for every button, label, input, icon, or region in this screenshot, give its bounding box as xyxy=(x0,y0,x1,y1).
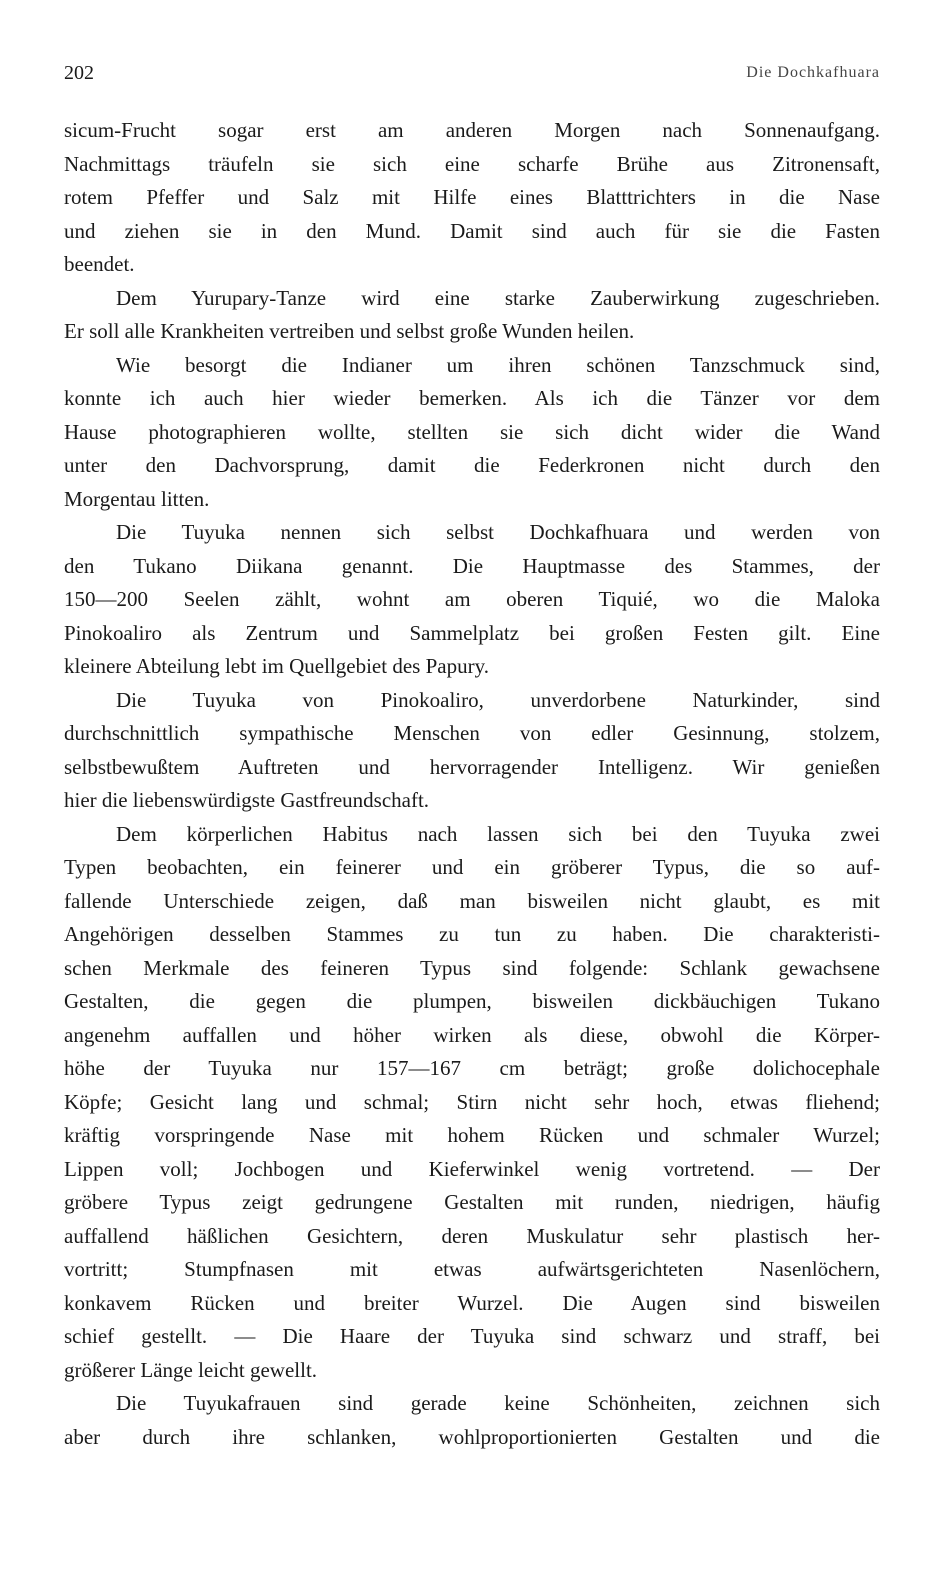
paragraph xyxy=(64,1387,880,1454)
text-line: Die Tuyuka nennen sich selbst Dochkafhuara und werden von xyxy=(116,520,880,544)
paragraph xyxy=(64,684,880,818)
text-line: gröbere Typus zeigt gedrungene Gestalten mit runden, niedrigen, häufig xyxy=(64,1190,880,1214)
text-line: Wie besorgt die Indianer um ihren schönen Tanzschmuck sind, xyxy=(116,352,880,377)
text-line: schief gestellt. — Die Haare der Tuyuka sind schwarz und straff, bei xyxy=(64,1324,880,1348)
text-line: aber durch ihre schlanken, wohlproportionierten Gestalten und die xyxy=(64,1424,880,1449)
text-line: selbstbewußtem Auftreten und hervorragender Intelligenz. Wir genießen xyxy=(64,754,880,779)
text-line: angenehm auffallen und höher wirken als diese, obwohl die Körper- xyxy=(64,1022,880,1047)
text-line: Pinokoaliro als Zentrum und Sammelplatz bei großen Festen gilt. Eine xyxy=(64,620,880,645)
text-line: und ziehen sie in den Mund. Damit sind auch für sie die Fasten xyxy=(64,218,880,243)
text-line: Er soll alle Krankheiten vertreiben und selbst große Wunden heilen. xyxy=(64,319,635,343)
page-header xyxy=(64,62,880,92)
text-line: Die Tuyuka von Pinokoaliro, unverdorbene Naturkinder, sind xyxy=(116,687,880,712)
text-line: Dem körperlichen Habitus nach lassen sich bei den Tuyuka zwei xyxy=(116,821,880,846)
text-line: Nachmittags träufeln sie sich eine scharfe Brühe aus Zitronensaft, xyxy=(64,151,880,176)
text-line: auffallend häßlichen Gesichtern, deren Muskulatur sehr plastisch her- xyxy=(64,1223,880,1248)
text-line: vortritt; Stumpfnasen mit etwas aufwärtsgerichteten Nasenlöchern, xyxy=(64,1257,880,1281)
text-line: Morgentau litten. xyxy=(64,486,210,511)
text-line: Die Tuyukafrauen sind gerade keine Schönheiten, zeichnen sich xyxy=(116,1391,880,1415)
text-line: rotem Pfeffer und Salz mit Hilfe eines Blatttrichters in die Nase xyxy=(64,185,880,209)
text-line: Dem Yurupary-Tanze wird eine starke Zauberwirkung zugeschrieben. xyxy=(116,285,880,310)
text-line: größerer Länge leicht gewellt. xyxy=(64,1357,318,1382)
text-line: sicum-Frucht sogar erst am anderen Morgen nach Sonnenaufgang. xyxy=(64,118,880,142)
paragraph xyxy=(64,349,880,517)
text-line: Lippen voll; Jochbogen und Kieferwinkel wenig vortretend. — Der xyxy=(64,1156,880,1181)
text-line: Typen beobachten, ein feinerer und ein gröberer Typus, die so auf- xyxy=(64,855,880,879)
text-line: höhe der Tuyuka nur 157—167 cm beträgt; große dolichocephale xyxy=(64,1056,880,1080)
paragraph xyxy=(64,282,880,349)
text-line: hier die liebenswürdigste Gastfreundschaft. xyxy=(64,788,430,812)
text-line: kräftig vorspringende Nase mit hohem Rücken und schmaler Wurzel; xyxy=(64,1123,880,1147)
text-line: beendet. xyxy=(64,252,135,276)
paragraph xyxy=(64,516,880,684)
text-line: Gestalten, die gegen die plumpen, bisweilen dickbäuchigen Tukano xyxy=(64,989,880,1013)
paragraph xyxy=(64,818,880,1388)
text-line: Angehörigen desselben Stammes zu tun zu haben. Die charakteristi- xyxy=(64,922,880,946)
text-line: konnte ich auch hier wieder bemerken. Als ich die Tänzer vor dem xyxy=(64,386,880,410)
text-line: 150—200 Seelen zählt, wohnt am oberen Tiquié, wo die Maloka xyxy=(64,587,880,611)
running-title: Die Dochkafhuara xyxy=(746,64,880,81)
page-number: 202 xyxy=(64,62,94,84)
text-line: unter den Dachvorsprung, damit die Federkronen nicht durch den xyxy=(64,453,880,477)
text-line: den Tukano Diikana genannt. Die Hauptmasse des Stammes, der xyxy=(64,553,880,578)
body-text xyxy=(64,114,880,1454)
text-line: fallende Unterschiede zeigen, daß man bisweilen nicht glaubt, es mit xyxy=(64,888,880,913)
paragraph xyxy=(64,114,880,282)
text-line: konkavem Rücken und breiter Wurzel. Die Augen sind bisweilen xyxy=(64,1290,880,1315)
text-line: kleinere Abteilung lebt im Quellgebiet des Papury. xyxy=(64,654,489,678)
text-line: schen Merkmale des feineren Typus sind folgende: Schlank gewachsene xyxy=(64,955,880,980)
text-line: Hause photographieren wollte, stellten sie sich dicht wider die Wand xyxy=(64,419,880,444)
text-line: durchschnittlich sympathische Menschen von edler Gesinnung, stolzem, xyxy=(64,721,880,745)
text-line: Köpfe; Gesicht lang und schmal; Stirn nicht sehr hoch, etwas fliehend; xyxy=(64,1089,880,1114)
